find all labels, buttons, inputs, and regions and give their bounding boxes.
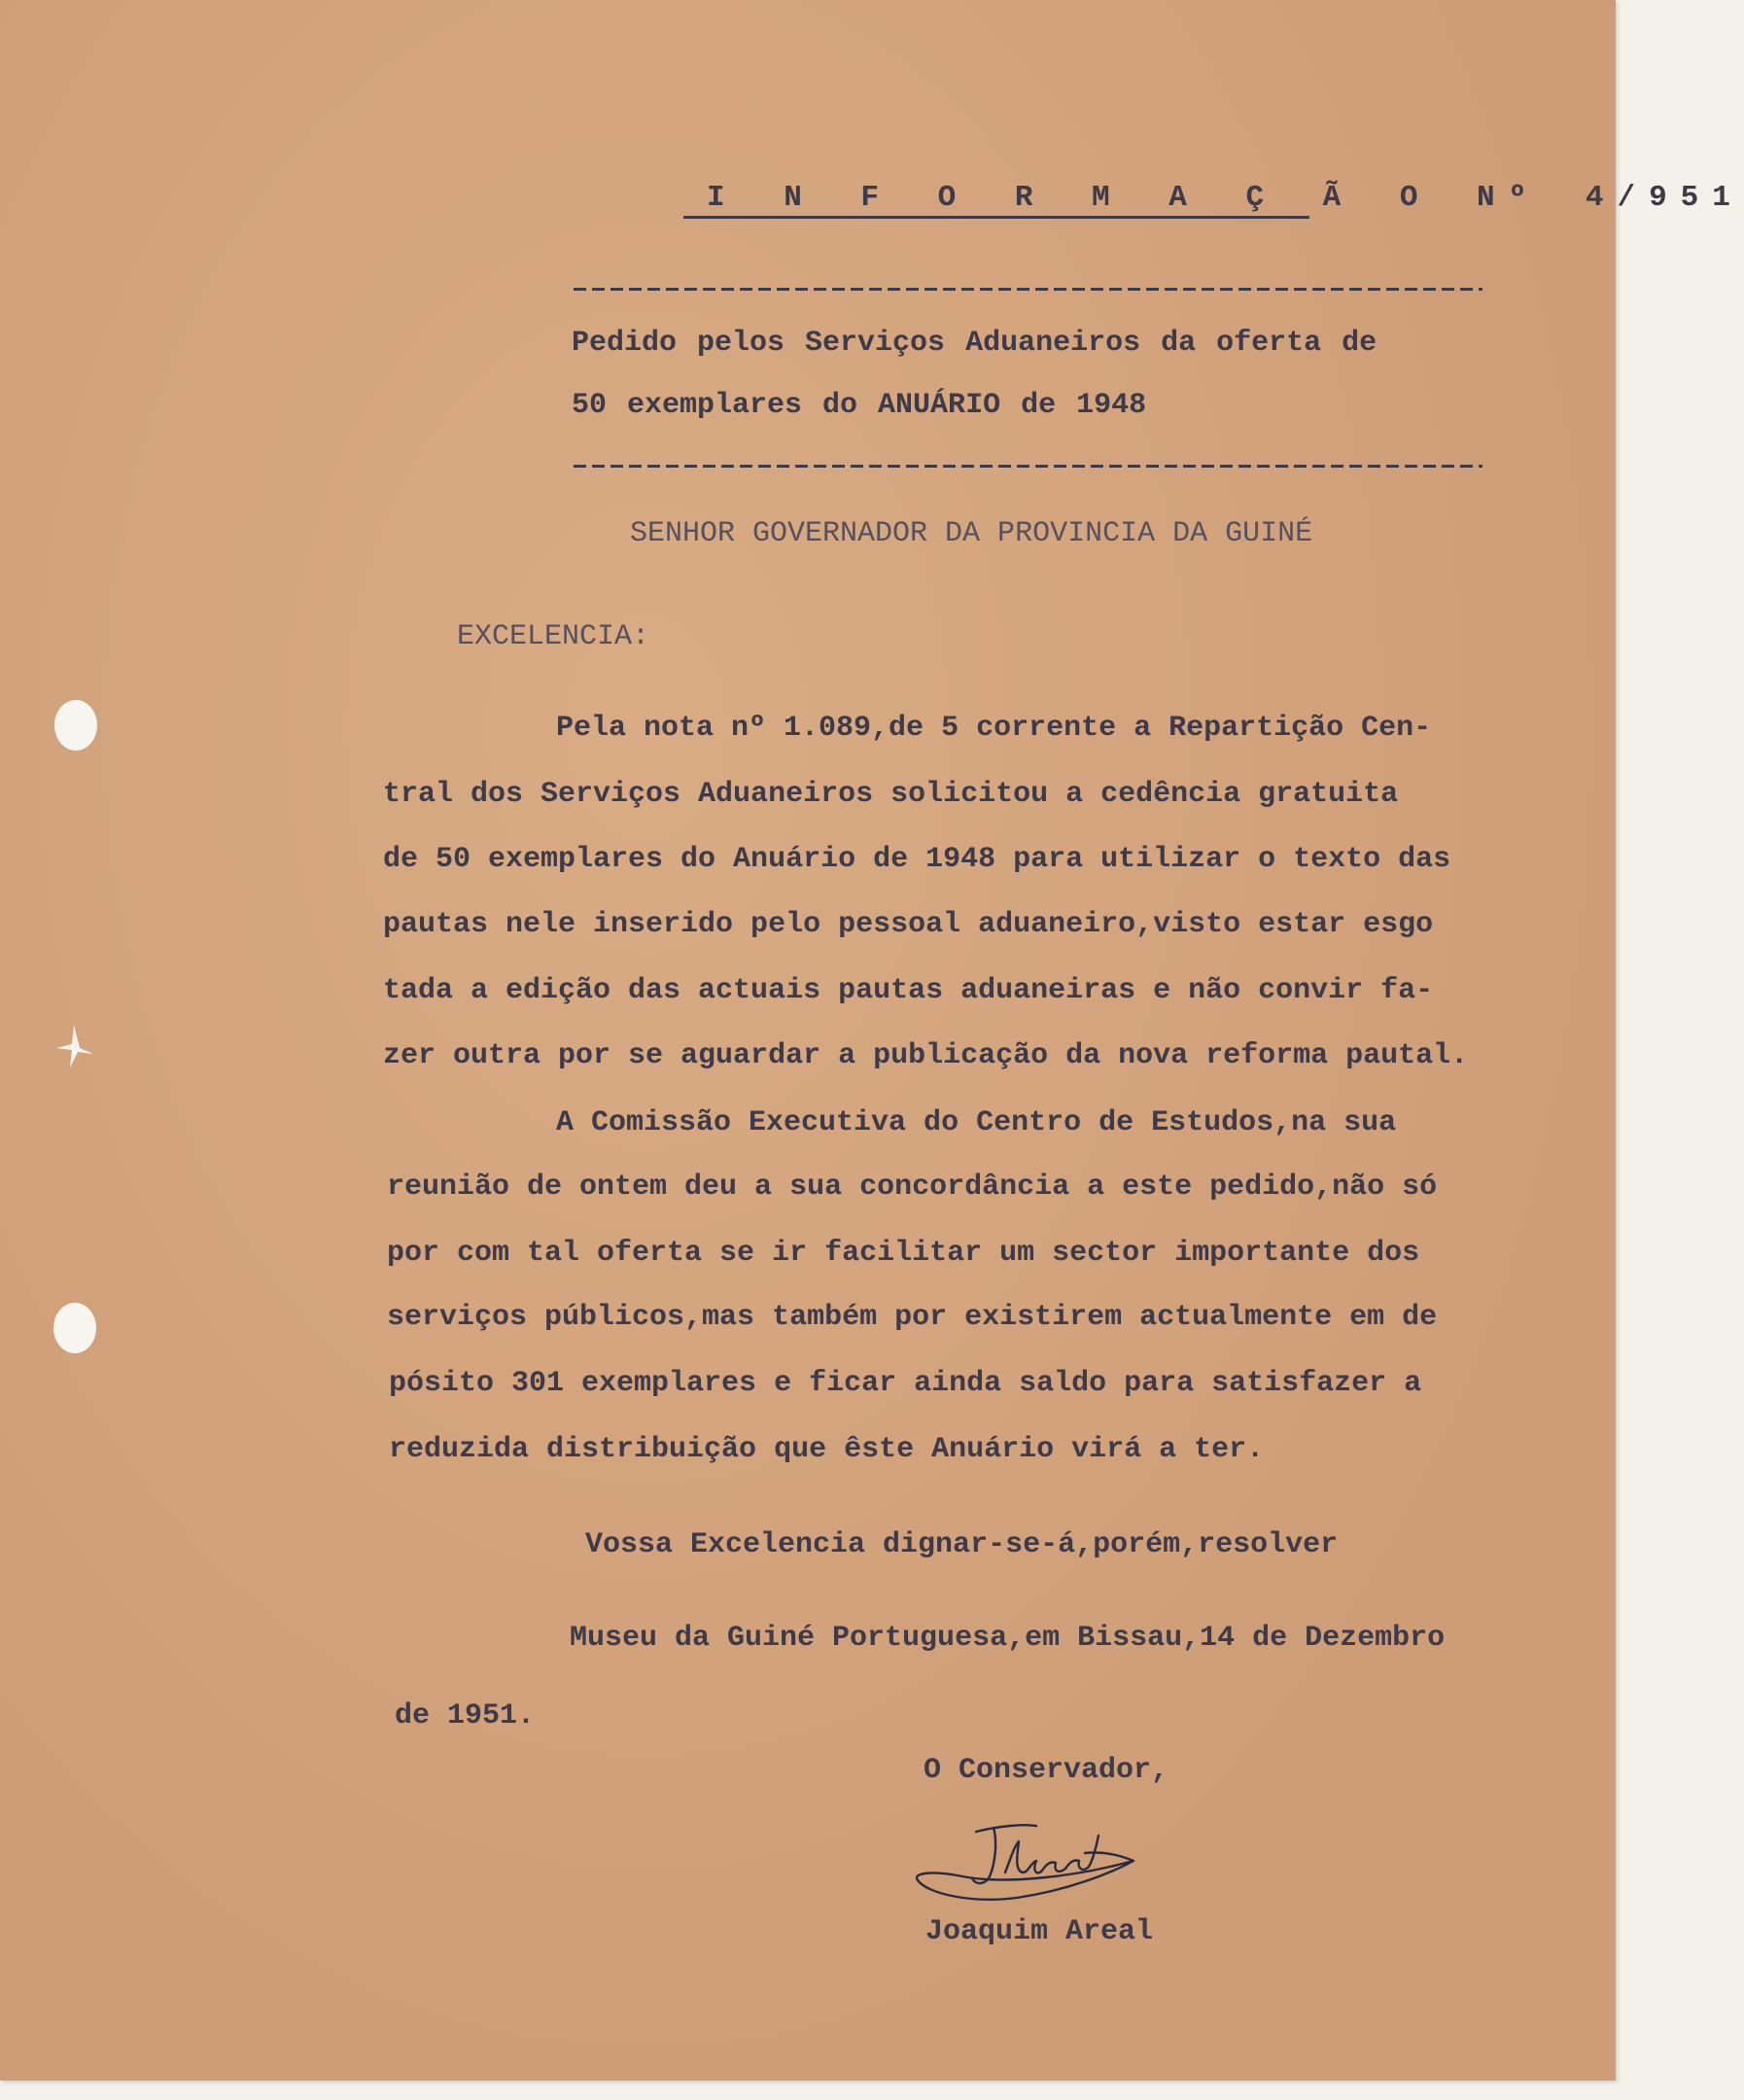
- body-line-6: zer outra por se aguardar a publicação da nova reforma pautal.: [383, 1039, 1469, 1072]
- dashed-rule-top: [574, 288, 1482, 291]
- dashed-rule-bottom: [574, 465, 1482, 468]
- title-underline: [683, 216, 1309, 219]
- place-date-line-2: de 1951.: [395, 1699, 536, 1732]
- addressee: SENHOR GOVERNADOR DA PROVINCIA DA GUINÉ: [630, 517, 1313, 550]
- handwritten-signature: [904, 1816, 1196, 1923]
- paper-tear-mark: [52, 1021, 95, 1071]
- body-line-4: pautas nele inserido pelo pessoal aduaneiro,visto estar esgo: [383, 908, 1434, 941]
- body-line-3: de 50 exemplares do Anuário de 1948 para utilizar o texto das: [383, 843, 1451, 876]
- body-line-7: A Comissão Executiva do Centro de Estudos,na sua: [556, 1106, 1397, 1139]
- place-date-line-1: Museu da Guiné Portuguesa,em Bissau,14 de Dezembro: [570, 1622, 1446, 1655]
- body-line-12: reduzida distribuição que êste Anuário virá a ter.: [389, 1433, 1265, 1466]
- punch-hole-bottom: [53, 1303, 96, 1353]
- body-line-2: tral dos Serviços Aduaneiros solicitou a cedência gratuita: [383, 778, 1399, 811]
- body-line-5: tada a edição das actuais pautas aduaneiras e não convir fa-: [383, 974, 1434, 1007]
- subject-line-1: Pedido pelos Serviços Aduaneiros da oferta de: [572, 327, 1378, 360]
- punch-hole-top: [54, 700, 97, 751]
- closing-line: Vossa Excelencia dignar-se-á,porém,resolver: [585, 1528, 1339, 1561]
- body-line-11: pósito 301 exemplares e ficar ainda saldo para satisfazer a: [389, 1367, 1422, 1400]
- signatory-name: Joaquim Areal: [925, 1915, 1154, 1948]
- signoff-role: O Conservador,: [924, 1754, 1169, 1787]
- body-line-1: Pela nota nº 1.089,de 5 corrente a Repartição Cen-: [556, 712, 1432, 745]
- body-line-9: por com tal oferta se ir facilitar um sector importante dos: [387, 1237, 1420, 1270]
- body-line-10: serviços públicos,mas também por existirem actualmente em de: [387, 1301, 1438, 1334]
- subject-line-2: 50 exemplares do ANUÁRIO de 1948: [572, 389, 1147, 422]
- document-title: I N F O R M A Ç Ã O Nº 4/951: [707, 181, 1744, 215]
- salutation: EXCELENCIA:: [457, 620, 650, 653]
- body-line-8: reunião de ontem deu a sua concordância a este pedido,não só: [387, 1171, 1438, 1204]
